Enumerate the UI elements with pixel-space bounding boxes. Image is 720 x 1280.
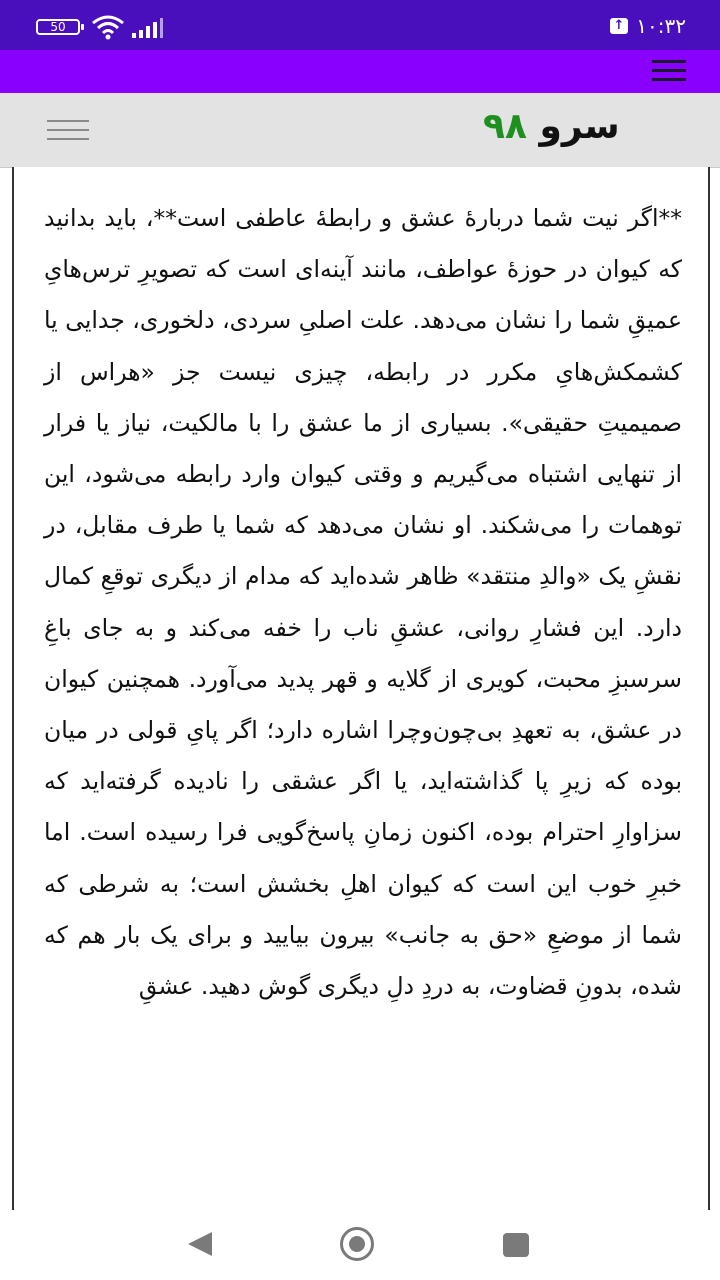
recent-apps-icon[interactable]	[503, 1233, 529, 1257]
hamburger-menu-icon[interactable]	[47, 120, 89, 142]
back-icon[interactable]	[188, 1232, 212, 1256]
logo-word: سرو	[539, 106, 620, 147]
article-text: **اگر نیت شما دربارهٔ عشق و رابطهٔ عاطفی است**، باید بدانید که کیوان در حوزهٔ عواطف، مانند آینه‌ای است که تصویرِ ترس‌هایِ عمیقِ شما را نشان می‌دهد. علت اصلیِ سردی، دلخوری، جدایی یا کشمکش‌هایِ مکرر در رابطه، چیزی نیست جز «هراس از صمیمیتِ حقیقی». بسیاری از ما عشق را با مالکیت، نیاز یا فرار از تنهایی اشتباه می‌گیریم و وقتی کیوان وارد رابطه می‌شود، این توهمات را می‌شکند. او نشان می‌دهد که شما یا طرف مقابل، در نقشِ یک «والدِ منتقد» ظاهر شده‌اید که مدام از دیگری توقعِ کمال دارد. این فشارِ روانی، عشقِ ناب را خفه می‌کند و به جای باغِ سرسبزِ محبت، کویری از گلایه و قهر پدید می‌آورد. همچنین کیوان در عشق، به تعهدِ بی‌چون‌وچرا اشاره دارد؛ اگر پایِ قولی در میان بوده که زیرِ پا گذاشته‌اید، یا اگر عشقی را نادیده گرفته‌اید که سزاوارِ احترام بوده، اکنون زمانِ پاسخ‌گویی فرا رسیده است. اما خبرِ خوب این است که کیوان اهلِ بخشش است؛ به شرطی که شما از موضعِ «حق به جانب» بیرون بیایید و برای یک بار هم که شده، بدونِ قضاوت، به دردِ دلِ دیگری گوش دهید. عشقِ	[44, 204, 682, 1001]
wifi-icon	[91, 14, 125, 40]
status-bar	[0, 0, 720, 50]
upload-notification-icon: ↑	[610, 18, 628, 34]
battery-icon: 50	[36, 19, 80, 35]
site-logo[interactable]	[483, 106, 620, 147]
app-bar	[0, 50, 720, 93]
article-content[interactable]	[12, 167, 710, 1210]
signal-icon	[130, 17, 164, 39]
logo-number: ۹۸	[483, 106, 527, 147]
status-time: ۱۰:۳۲	[636, 14, 686, 38]
home-icon[interactable]	[340, 1227, 374, 1261]
menu-icon[interactable]	[652, 60, 686, 82]
